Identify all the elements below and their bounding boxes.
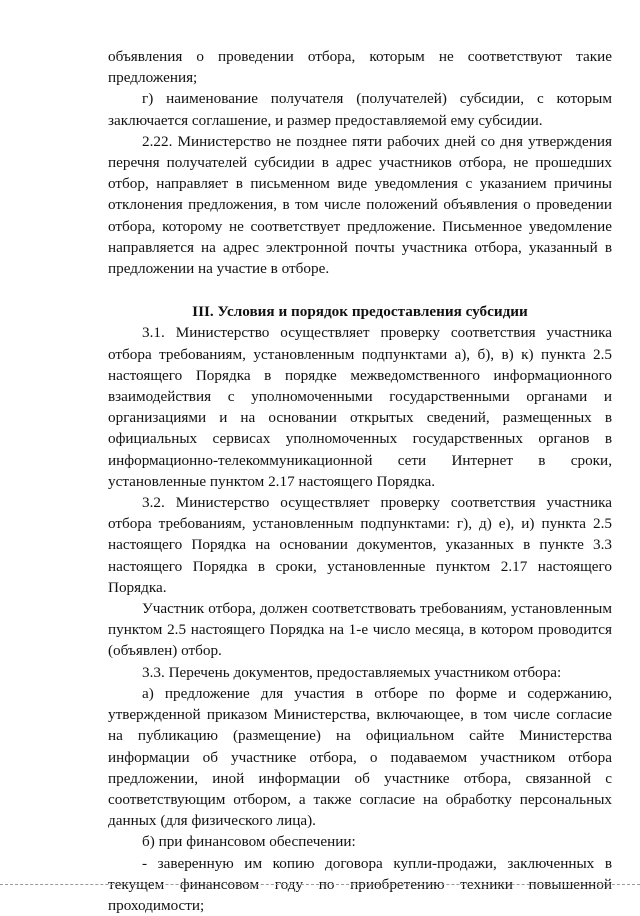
paragraph-item-b: б) при финансовом обеспечении:: [142, 833, 356, 851]
section-heading: III. Условия и порядок предоставления субсидии: [192, 303, 528, 321]
paragraph-3-2: 3.2. Министерство осуществляет проверку соответствия участника отбора требованиям, установленным подпунктами: г), д) е), и) пункта 2.5 настоящего Порядка на основании документов, указанных в пункте 3.3 настоящего Порядка в сроки, установленные пунктом 2.17 настоящего Порядка.: [108, 494, 612, 596]
paragraph-2-22: 2.22. Министерство не позднее пяти рабочих дней со дня утверждения перечня получателей субсидии в адрес участников отбора, не прошедших отбор, направляет в письменном виде уведомления с указанием причины отклонения предложения, в том числе положений объявления о проведении отбора, которому не соответствует предложение. Письменное уведомление направляется на адрес электронной почты участника отбора, указанный в предложении на участие в отборе.: [108, 132, 612, 278]
paragraph-item-a: а) предложение для участия в отборе по форме и содержанию, утвержденной приказом Министерства, включающее, в том числе согласие на публикацию (размещение) на официальном сайте Министерства информации об участнике отбора, о подаваемом участником отбора предложении, иной информации об участнике отбора, связанной с соответствующим отбором, а также согласие на обработку персональных данных (для физического лица).: [108, 684, 612, 830]
page-bottom-divider: [0, 884, 640, 885]
document-page: [108, 46, 612, 916]
paragraph-continuation: объявления о проведении отбора, которым не соответствуют такие предложения;: [108, 48, 612, 87]
paragraph-contract-copy: - заверенную им копию договора купли-продажи, заключенных в текущем финансовом году по приобретению техники повышенной проходимости;: [108, 854, 612, 914]
paragraph-3-1: 3.1. Министерство осуществляет проверку соответствия участника отбора требованиям, установленным подпунктами а), б), в) к) пункта 2.5 настоящего Порядка в порядке межведомственного информационного взаимодействия с уполномоченными государственными органами и организациями и на основании открытых сведений, размещенных в официальных сервисах уполномоченных государственных органов в информационно-телекоммуникационной сети Интернет в сроки, установленные пунктом 2.17 настоящего Порядка.: [108, 324, 612, 490]
paragraph-3-3: 3.3. Перечень документов, предоставляемых участником отбора:: [142, 663, 562, 681]
paragraph-item-g: г) наименование получателя (получателей) субсидии, с которым заключается соглашение, и размер предоставляемой ему субсидии.: [108, 90, 612, 129]
paragraph-participant-requirements: Участник отбора, должен соответствовать требованиям, установленным пунктом 2.5 настоящего Порядка на 1-е число месяца, в котором проводится (объявлен) отбор.: [108, 600, 612, 660]
